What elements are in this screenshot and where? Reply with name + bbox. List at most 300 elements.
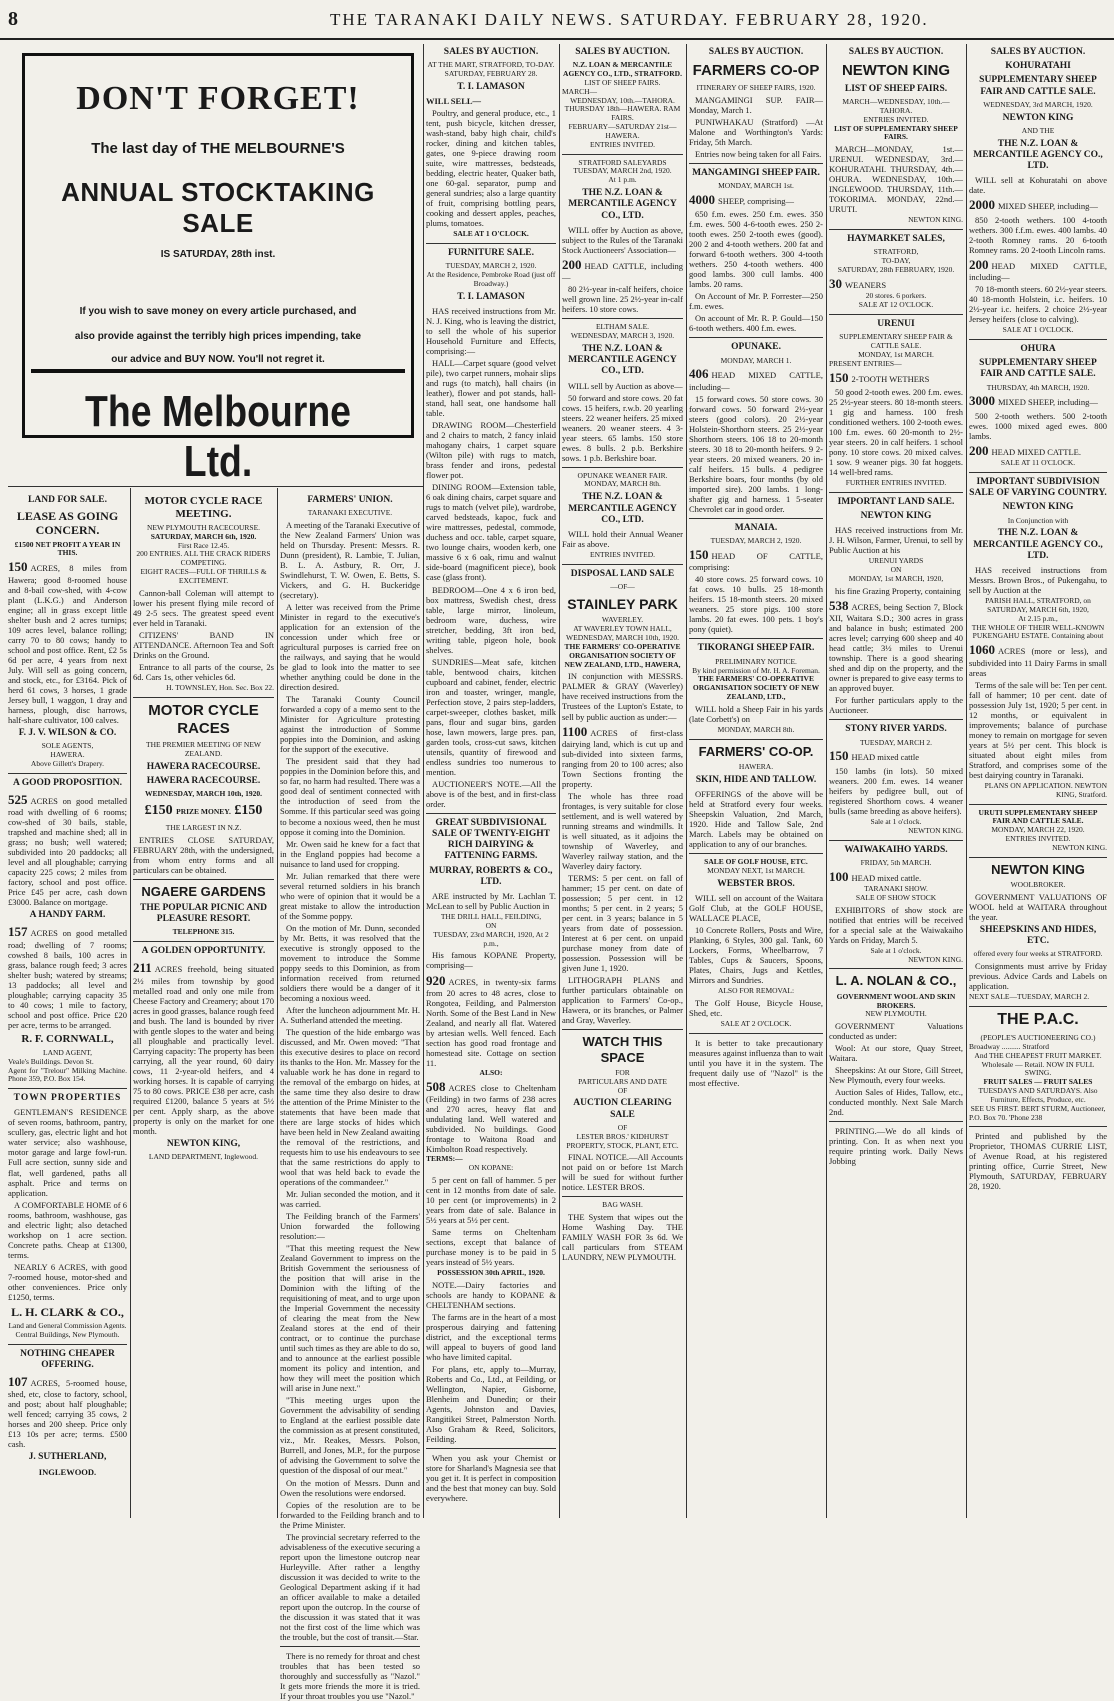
farmers-coop: THE FARMERS' CO-OPERATIVE ORGANISATION SOCIETY OF NEW ZEALAND, LTD., (692, 674, 820, 702)
march: MARCH—WEDNESDAY, 10th.—TAHORA. (842, 97, 950, 115)
golden-opportunity: A GOLDEN OPPORTUNITY. (141, 946, 266, 957)
goods-list: Poultry, and general produce, etc., 1 tent, push bicycle, kitchen dresser, wash-stand, baby high chair, child's rocker, dining and kitchen tables, gates, one 9-piece drawing room suite, wire mattresses, bedsteads, bedding, electric heater, Quaker bath, one 60-gal. separator, pump and general sundries; also a large quantity of fruit, comprising bottling pears, cooking and dessert apples, peaches, plums, tomatoes. (426, 108, 556, 229)
wool: Wool: At our store, Quay Street, Waitara. (829, 1043, 963, 1064)
time: At 2.15 p.m., (1018, 613, 1058, 623)
manaia: MANAIA. (734, 522, 778, 533)
will-sell: WILL sell at Kohuratahi on above date. (969, 175, 1107, 196)
nz-loan-2: THE N.Z. LOAN & MERCANTILE AGENCY CO., LTD. (568, 188, 677, 221)
sale-at: SALE AT 12 O'CLOCK. (858, 300, 934, 310)
eltham: ELTHAM SALE. (595, 322, 650, 332)
divider (562, 1029, 683, 1030)
terms: TERMS:— (426, 1154, 463, 1164)
monday-4: MONDAY NEXT, 1st MARCH. (707, 866, 805, 876)
nolan: L. A. NOLAN & CO., (835, 973, 957, 989)
drawing-room: DRAWING ROOM—Chesterfield and 2 chairs to match, 2 fancy inlaid mahogany chairs, 1 carpet square (Wilton pile) with rugs to match, brass fender and irons, pedestal flower pot. (426, 420, 556, 481)
wednesday: WEDNESDAY, 3rd MARCH, 1920. (983, 99, 1093, 109)
will-sell: WILL SELL— (426, 96, 482, 107)
handy-farm: A HANDY FARM. (29, 910, 106, 921)
entries-close: ENTRIES CLOSE SATURDAY, FEBRUARY 28th, with the undersigned, from whom entry forms and all particulars can be obtained. (133, 834, 274, 875)
cornwall-name: R. F. CORNWALL, (21, 1032, 114, 1045)
friday: FRIDAY, 5th MARCH. (860, 857, 932, 867)
parish-hall: PARISH HALL, STRATFORD, on SATURDAY, MARCH 6th, 1920, (985, 596, 1091, 614)
invited: ENTRIES INVITED. (1005, 834, 1071, 844)
monday: MONDAY, MARCH 1st. (718, 181, 794, 191)
will-hold: WILL hold their Annual Weaner Fair as above. (562, 528, 683, 549)
hawera-racecourse-1: HAWERA RACECOURSE. (146, 761, 261, 772)
newton-king-3: NEWTON KING. (908, 825, 963, 835)
watch-this-space: WATCH THIS SPACE (582, 1034, 663, 1065)
ad-line3: IS SATURDAY, 28th inst. (160, 249, 276, 260)
mangamingi-fair: MANGAMINGI SHEEP FAIR. (692, 167, 820, 178)
lester-bros: LESTER BROS.' KIDHURST PROPERTY, STOCK, PLANT, ETC. (566, 1131, 679, 1150)
ad-line5: also provide against the terribly high prices impending, take (74, 331, 362, 342)
will-sell: WILL sell by Auction as above— (568, 380, 683, 391)
paragraph: Mr. Julian remarked that there were several returned soldiers in his branch who were of opinion that it would be a great mistake to allow the introduction of the Somme poppy. (280, 870, 420, 921)
furniture-date: TUESDAY, MARCH 2, 1920. (445, 261, 537, 271)
auctioneer: T. I. LAMASON (457, 291, 525, 302)
box: P.O. Box 70. 'Phone 238 (969, 1112, 1043, 1122)
nazol-ad: It is better to take precautionary measures against influenza than to wait until you have it in the system. The frequent daily use of "Nazol" is the most effective. (689, 1037, 823, 1089)
column-farmers-union (280, 492, 420, 1701)
divider (969, 1126, 1107, 1127)
divider (426, 243, 556, 244)
paragraph: "That this meeting request the New Zealand Government to impress on the British Government the seriousness of the position that will arise in the Dominion with the lifting of the requisitioning of meat, and to urge upon the Imperial Government the necessity of clearing the meat from the New Zealand stores at the end of their contract, or to continue the purchase until such times as they are able to do so, and to announce at the earliest possible moment its policy and intention, and how they will meet the position which will arise in June next." (280, 1243, 420, 1394)
divider (829, 229, 963, 230)
preliminary: PRELIMINARY NOTICE. (715, 656, 797, 666)
auction-sales: Auction Sales of Hides, Tallow, etc., conducted monthly. Next Sale March 2nd. (829, 1087, 963, 1118)
march-2: MARCH—MONDAY, 1st.—URENUI. WEDNESDAY, 3rd.—KOHURATAHI. THURSDAY, 4th.—OHURA. WEDNESDAY, 10th.—INGLEWOOD. THURSDAY, 11th.—TOKORIMA. MONDAY, 22nd.—URUTI. (829, 144, 963, 215)
melbourne-advertisement (22, 53, 414, 486)
clark-role: Land and General Commission Agents. Central Buildings, New Plymouth. (8, 1320, 127, 1339)
column-rule (130, 488, 131, 1518)
sheep-2: 500 2-tooth wethers. 500 2-tooth ewes. 1000 mixed aged ewes. 800 lambs. (969, 410, 1107, 441)
record-attempt: Cannon-ball Coleman will attempt to lower his present flying mile record of 49 2-5 secs. The greatest speed event ever held in Taranaki. (133, 587, 274, 628)
imprint: Printed and published by the Proprietor, THOMAS CURRIE LIST, of Avenue Road, at his registered printing office, Currie Street, New Plymouth, SATURDAY, FEBRUARY 28, 1920. (969, 1131, 1107, 1192)
disposal: DISPOSAL LAND SALE (570, 568, 675, 579)
cattle-2: 40 store cows. 25 forward cows. 10 fat cows. 10 bulls. 25 18-month heifers. 15 18-month steers. 20 mixed weaners. 25 store pigs. 100 store lambs. 20 fat ewes. 100 pets. 1 boy's pony (quiet). (689, 574, 823, 635)
final-notice: FINAL NOTICE.—All Accounts not paid on or before 1st March will be sued for without further notice. LESTER BROS. (562, 1152, 683, 1193)
paragraph: Copies of the resolution are to be forwarded to the Feilding branch and to the Prime Minister. (280, 1499, 420, 1530)
farmers-coop-2: FARMERS' CO-OP. (698, 743, 814, 759)
divider (829, 968, 963, 969)
executive: TARANAKI EXECUTIVE. (307, 508, 393, 518)
saturday: SATURDAY, 28th FEBRUARY, 1920. (837, 265, 955, 275)
divider (562, 564, 683, 565)
section-heading: SALES BY AUCTION. (990, 47, 1086, 57)
offered: offered every four weeks at STRATFORD. (973, 949, 1103, 959)
supplementary-2: SUPPLEMENTARY SHEEP FAIR & CATTLE SALE. (839, 332, 953, 351)
drill-hall: THE DRILL HALL, FEILDING, (440, 912, 542, 922)
kind: By kind permission of Mr. H. A. Foreman. (692, 665, 820, 675)
bag-wash: BAG WASH. (602, 1200, 643, 1210)
kopane-terms: 5 per cent on fall of hammer. 5 per cent in 12 months from date of sale. 10 per cent (or improvements) in 2 years from date of sale. Balance in 5½ years at 5½ per cent. (426, 1174, 556, 1225)
paragraph: Mr. Julian seconded the motion, and it was carried. (280, 1189, 420, 1210)
lot-920: 920 ACRES, in twenty-six farms from 20 acres to 48 acres, close to Rongotea, Feilding, and Palmerston North. Some of the Best Land in New Zealand, and nearly all flat. Watered by artesian wells. Well fenced. Each section has good road frontage and homestead site. Cottage on section 11. (426, 972, 556, 1068)
haymarket: HAYMARKET SALES, (847, 234, 945, 245)
tuesday: TUESDAY, MARCH 2, 1920. (710, 536, 802, 546)
newton-king-2: NEWTON KING (860, 511, 932, 522)
lot-100: 100 HEAD mixed cattle. (829, 868, 922, 884)
cheapest: And THE CHEAPEST FRUIT MARKET. Wholesale — Retail. NOW IN FULL SWING. (974, 1050, 1102, 1078)
monday: MONDAY, 1st MARCH. (858, 349, 934, 359)
on-kopane: ON KOPANE: (468, 1163, 514, 1173)
invited-2: ENTRIES INVITED. (590, 549, 655, 559)
agent-address: Above Gillett's Drapery. (30, 758, 105, 768)
monday-2: MONDAY, 1st MARCH, 1920, (848, 574, 944, 584)
lot-107: 107 ACRES, 5-roomed house, shed, etc, close to factory, school, and post; about half ploughable; well fenced; carrying 35 cows, 2 horses and 200 sheep. Price only £13 10s per acre; terms. £500 cash. (8, 1373, 127, 1450)
motor-cycle-races: MOTOR CYCLE RACES (148, 701, 259, 737)
auctioneer: T. I. LAMASON (457, 81, 525, 92)
divider (689, 518, 823, 519)
divider (562, 467, 683, 468)
good-proposition: A GOOD PROPOSITION. (13, 777, 122, 788)
consign: Consignments must arrive by Friday previous. Advice Cards and Labels on application. (969, 961, 1107, 992)
time: At 1 p.m. (608, 175, 637, 185)
urenui-yards: URENUI YARDS (868, 556, 924, 566)
dining-room: DINING ROOM—Extension table, 6 oak dining chairs, carpet square and rugs to match (velvet pile), wardrobe, carved bedsteads, kapoc, fuck and wire mattresses, pedestal, commode, duchess and occ. table, carpet square, two lounge chairs, wooden kerb, one massive 6 x 6 oak, rimu and walnut side-board (magnificent piece), book case (glass front). (426, 482, 556, 583)
sheep: 850 2-tooth wethers. 100 4-tooth wethers. 300 f.f.m. ewes. 400 lambs. 40 2-tooth Romney rams. 20 6-tooth Romney rams. 20 2-tooth Lincoln rams. (969, 214, 1107, 255)
taranaki-show: TARANAKI SHOW. (864, 883, 928, 893)
sale-at-2: SALE AT 11 O'CLOCK. (1000, 458, 1076, 468)
thursday: THURSDAY, 4th MARCH, 1920. (986, 382, 1090, 392)
divider (562, 154, 683, 155)
entrance-fee: Entrance to all parts of the course, 2s 6d. Cars 1s, other vehicles 6d. (133, 661, 274, 682)
on: ON (890, 565, 902, 575)
column-rule (423, 44, 424, 1518)
divider (133, 879, 274, 880)
section-heading: SALES BY AUCTION. (443, 47, 539, 57)
fairs: WEDNESDAY, 10th.—TAHORA. THURSDAY 18th—HAWERA. RAM FAIRS. (564, 95, 681, 123)
stores: 20 stores. 6 porkers. (865, 291, 927, 301)
webster: WEBSTER BROS. (717, 878, 795, 889)
hawera: HAWERA. (738, 762, 774, 772)
column-rule (826, 44, 827, 1518)
divider (689, 1033, 823, 1034)
divider (829, 1121, 963, 1122)
stratford: STRATFORD, (873, 247, 919, 257)
list: LIST OF SHEEP FAIRS. (844, 83, 948, 94)
sale-2: Sale at 1 o'clock. (870, 945, 922, 955)
wednesday-2: WEDNESDAY, MARCH 10th, 1920. (566, 633, 679, 643)
lot-30: 30 WEANERS (829, 276, 887, 291)
column-rule (277, 488, 278, 1518)
racecourse: NEW PLYMOUTH RACECOURSE. (146, 522, 261, 532)
opunake: OPUNAKE. (731, 342, 781, 353)
invited: ENTRIES INVITED. (590, 139, 655, 149)
column-auction-6 (689, 44, 823, 1516)
divider (969, 857, 1107, 858)
lot-1100: 1100 ACRES of first-class dairying land, which is cut up and sub-divided into sixteen farms, ranging from 20 to 100 acres; also Town Sections fronting the property. (562, 723, 683, 789)
farmers-coop: THE FARMERS' CO-OPERATIVE ORGANISATION SOCIETY OF NEW ZEALAND, LTD., HAWERA, (564, 641, 681, 669)
gould: On account of Mr. R. P. Gould—150 6-tooth wethers. 400 f.m. ewes. (689, 313, 823, 334)
see: SEE US FIRST. BERT STURM, Auctioneer, (970, 1103, 1106, 1113)
paragraph: After the luncheon adjournment Mr. H. A. Sutherland attended the meeting. (280, 1004, 420, 1025)
sheepskins: Sheepskins: At our Store, Gill Street, New Plymouth, every four weeks. (829, 1065, 963, 1086)
plans: PLANS ON APPLICATION. NEWTON KING, Stratford. (984, 780, 1107, 799)
paragraph: The Feilding branch of the Farmers' Union forwarded the following resolution:— (280, 1211, 420, 1242)
exhibitors: EXHIBITORS of show stock are notified that entries will be received for a special sale at the Waiwakaiho Yards on Friday, March 5. (829, 904, 963, 945)
cattle: 150 lambs (in lots). 50 mixed weaners. 200 f.m. ewes. 14 weaner heifers by pedigree bull, out of registered Shorthorn cows. 4 weaner bulls (same breeding as above heifers). (829, 765, 963, 816)
ohura: OHURA (1020, 343, 1056, 354)
for: FOR (615, 1067, 630, 1077)
of: —OF— (610, 582, 635, 592)
grazing: his fine Grazing Property, containing (835, 585, 961, 596)
government: GOVERNMENT VALUATIONS OF WOOL held at WAITARA throughout the year. (969, 891, 1107, 922)
agent-role: SOLE AGENTS, (41, 740, 94, 750)
pac: THE P.A.C. (997, 1011, 1079, 1029)
lot-150: 150 2-TOOTH WETHERS (829, 369, 930, 385)
column-rule (686, 44, 687, 1518)
possession: POSSESSION 30th APRIL, 1920. (437, 1268, 545, 1278)
monday: MONDAY, MARCH 22, 1920. (991, 825, 1085, 835)
column-auction-4 (426, 44, 556, 1516)
divider (133, 941, 274, 942)
stock: 50 forward and store cows. 20 fat cows. 15 heifers, r.w.b. 20 yearling steers. 22 weaner heifers. 25 mixed weaners. 20 weaner steers. 4 3-year steers. 65 lambs. 150 store ewes. 8 bulls. 2 p.b. Berkshire sows. 1 p.b. Berkshire boar. (562, 392, 683, 463)
and-the: AND THE (1021, 125, 1055, 135)
instructions: HAS received instructions from Mr. J. H. Wilson, Farmer, Urenui, to sell by Public Auction at his (829, 525, 963, 556)
column-rule (966, 44, 967, 1518)
system: THE System that wipes out the Home Washing Day. THE FAMILY WASH FOR 3s 6d. We call particulars from STEAM LAUNDRY, NEW PLYMOUTH. (562, 1212, 683, 1263)
date: SATURDAY, FEBRUARY 28. (444, 69, 538, 79)
lot-406: 406 HEAD MIXED CATTLE, including— (689, 366, 823, 392)
sundries: SUNDRIES—Meat safe, kitchen table, bentwood chairs, kitchen cupboard and cabinet, fender, electric iron and toaster, wringer, mangle, Perfection stove, 2 pairs step-ladders, carpet-sweeper, clothes basket, milk pans, flour and sugar bins, garden hose, lawn mowers, large pres. pan, garden tools, cross-cut saws, kitchen utensils, quantity of firewood and endless sundries too numerous to mention. (426, 656, 556, 777)
lot-150: 150 ACRES, 8 miles from Hawera; good 8-roomed house and 8-bail cow-shed, with 4-cow plant (L.K.G.) and Anderson engine; all in grass except little shelter bush and 2 acres turnips; 109 acres level, balance rolling; carry 70 to 80 cows; handy to school and post office. Rent, £2 5s 6d per acre, 4 years from next July. Will sell as going concern, and stock, etc., for £3164. Pick of herd 61 cows, 3 horses, 1 grade Jersey bull, 1 waggon, 1 dray and harness, plough, disc harrows, half-share cultivator, 100 calves. (8, 559, 127, 725)
lot-525: 525 ACRES on good metalled road with dwelling of 6 rooms; cow-shed of 30 bails, stable, trapshed and machine shed; all in grass; no bush; well watered; subdivided into 20 paddocks; all level and all ploughable; carrying capacity 225 cows; 2 miles from factory, school and post office. Price £45 per acre, cash down £3000. Balance on mortgage. (8, 791, 127, 908)
monday: MONDAY, MARCH 8th. (584, 479, 661, 489)
motor-meeting-title: MOTOR CYCLE RACE MEETING. (144, 495, 263, 520)
further-2: For further particulars apply to the Auctioneer. (829, 695, 963, 716)
column-land-for-sale (8, 492, 127, 1516)
puniwhakau: PUNIWHAKAU (Stratford) —At Malone and Worthington's Yards: Friday, 5th March. (689, 116, 823, 147)
lot-157: 157 ACRES on good metalled road; dwelling of 7 rooms; cowshed 8 bails, 100 acres in grass, balance rough feed; 3 acres shelter bush; watered by streams; 13 paddocks; all level and ploughable; carrying capacity 35 to 40 cows; 1 mile to factory, school and post office. Price £20 per acre, terms to be arranged. (8, 924, 127, 1030)
divider (969, 339, 1107, 340)
nz-loan-4: THE N.Z. LOAN & MERCANTILE AGENCY CO., LTD. (568, 492, 677, 525)
itinerary: ITINERARY OF SHEEP FAIRS, 1920. (696, 82, 816, 92)
house: The Golf House, Bicycle House, Shed, etc. (689, 998, 823, 1019)
paragraph: A meeting of the Taranaki Executive of the New Zealand Farmers' Union was held on Thursday. Present: Messrs. R. Dunn (president), R. Lambie, T. Julian, B. L. A. Astbury, R. Orr, J. Swindlehurst, T. W. Owen, E. Betts, S. Vickers, and G. H. Buckeridge (secretary). (280, 520, 420, 601)
town-listing-2: A COMFORTABLE HOME of 6 rooms, bathroom, washhouse, gas and electric light; also detached workshop on 1 acre section. Concrete paths. Cheap at £1300, terms. (8, 1199, 127, 1260)
sale-1: Sale at 1 o'clock. (870, 816, 922, 826)
of-2: OF (617, 1085, 628, 1095)
nothing-cheaper: NOTHING CHEAPER OFFERING. (20, 1348, 115, 1370)
mart: AT THE MART, STRATFORD, TO-DAY. (427, 60, 555, 70)
farms-text: The farms are in the heart of a most prosperous dairying and fattening district, and the exceptional terms will appeal to buyers of good land who have limited capital. (426, 1311, 556, 1362)
section-heading: SALES BY AUCTION. (848, 47, 944, 57)
divider (426, 813, 556, 814)
forrester: On Account of Mr. P. Forrester—250 f.m. ewes. (689, 291, 823, 312)
paragraph: On the motion of Mr. Dunn, seconded by Mr. Betts, it was resolved that the executive is strongly opposed to the movement to introduce the Somme poppy seeds to this Dominion, as from information received from returned soldiers there would be a danger of it becoming a noxious weed. (280, 922, 420, 1003)
supplementary: LIST OF SUPPLEMENTARY SHEEP FAIRS. (834, 123, 958, 142)
days: TUESDAYS AND SATURDAYS. Also Furniture, Effects, Produce, etc. (978, 1086, 1098, 1104)
ad-bottom-rule (8, 486, 423, 487)
race-date: SATURDAY, MARCH 6th, 1920. (150, 531, 257, 541)
divider (689, 163, 823, 164)
column-rule (559, 44, 560, 1518)
conjunction: IN conjunction with MESSRS. PALMER & GRAY (Waverley) have received instructions from the Trustees of the Lupton's Estate, to sell by public auction as under:— (562, 671, 683, 722)
divider (969, 1006, 1107, 1007)
litho: LITHOGRAPH PLANS and further particulars obtainable on application to Farmers' Co-op., Hawera, or its branches, or Palmer and Gray, Waverley. (562, 975, 683, 1026)
opunake-weaner: OPUNAKE WEANER FAIR. (577, 470, 668, 480)
section-heading: SALES BY AUCTION. (575, 47, 670, 57)
cattle: 70 18-month steers. 60 2½-year steers. 40 18-month Holstein, i.c. heifers. 10 2½-year i.c. heifers. 2 choice 2½-year Jersey heifers (close to calving). (969, 284, 1107, 325)
will-offer: WILL offer by Auction as above, subject to the Rules of the Taranaki Stock Auctioneers' Association— (562, 224, 683, 255)
newton-king-3: NEWTON KING. (1052, 842, 1107, 852)
note: NOTE.—Dairy factories and schools are handy to KOPANE & CHELTENHAM sections. (426, 1279, 556, 1310)
lot-2000: 2000 MIXED SHEEP, including— (969, 197, 1098, 213)
header-rule (0, 38, 1114, 40)
list: LIST OF SHEEP FAIRS. (584, 77, 661, 87)
telephone: TELEPHONE 315. (172, 927, 235, 937)
lot-3000: 3000 MIXED SHEEP, including— (969, 393, 1098, 409)
divider (829, 840, 963, 841)
monday-3: MONDAY, MARCH 8th. (717, 724, 795, 734)
sale-date: TUESDAY, 23rd MARCH, 1920, At 2 p.m., (433, 929, 549, 948)
offerings: OFFERINGS of the above will be held at Stratford every four weeks. Sheepskin Valuation, 2nd March, 1920. Hide and Tallow Sale, 2nd March. Labels may be obtained on application to any of our branches. (689, 789, 823, 850)
divider (426, 1448, 556, 1449)
divider (280, 1646, 420, 1647)
newton-king-4: NEWTON KING. (908, 954, 963, 964)
uruti: URUTI SUPPLEMENTARY SHEEP FAIR AND CATTLE SALE. (978, 807, 1098, 826)
lease-title: LEASE AS GOING CONCERN. (16, 509, 119, 538)
lot-200b: 200 HEAD MIXED CATTLE. (969, 442, 1081, 458)
sheep: 50 good 2-tooth ewes. 200 f.m. ewes. 25 2½-year steers. 80 18-month steers. 1 gig and harness. 100 fresh conditioned wethers. 100 2-tooth ewes. 100 f.m. ewes. 60 20-month to 2½-year steers. 20 in calf heifers. 1 school pony. 10 store cows. 20 mixed calves. 1 sow. 9 weaner pigs. 30 fat hoggets. 14 well-bred rams. (829, 386, 963, 478)
cornwall-agent: Agent for "Trelour" Milking Machine. Phone 359, P.O. Box 154. (8, 1065, 127, 1084)
divider (8, 1088, 127, 1089)
divider (8, 773, 127, 774)
sale-time: SALE AT 1 O'CLOCK. (453, 229, 529, 239)
sale-at: SALE AT 2 O'CLOCK. (720, 1019, 792, 1029)
next-sale: NEXT SALE—TUESDAY, MARCH 2. (969, 992, 1090, 1002)
supplementary: SUPPLEMENTARY SHEEP FAIR AND CATTLE SALE. (979, 75, 1097, 97)
clark-name: L. H. CLARK & CO., (11, 1304, 124, 1319)
divider (562, 318, 683, 319)
will-sell: WILL sell on account of the Waitara Golf Club, at the GOLF HOUSE, WALLACE PLACE, (689, 893, 823, 924)
divider (969, 472, 1107, 473)
paragraph: The Taranaki County Council forwarded a copy of a memo sent to the Minister for Agriculture protesting against the introduction of Somme poppies into the Dominion, and asking for the support of the executive. (280, 694, 420, 755)
column-auction-5 (562, 44, 683, 1516)
paragraph: The provincial secretary referred to the advisableness of the executive securing a report upon the limestone outcrop near Hurleyville. After rather a lengthy discussion it was decided to write to the Geological Department asking if it had an officer available to make a detailed report upon the outcrop. In the course of the discussion it was stated that it was not the first cost of the lime which was the trouble, but the cost of transit.—Star. (280, 1531, 420, 1642)
nolan-2: GOVERNMENT WOOL AND SKIN BROKERS. (836, 991, 956, 1010)
divider (969, 804, 1107, 805)
further: FURTHER ENTRIES INVITED. (845, 478, 947, 488)
mangamingi: MANGAMINGI SUP. FAIR—Monday, March 1. (689, 94, 823, 115)
section-heading: SALES BY AUCTION. (708, 47, 804, 57)
wednesday-date: WEDNESDAY, MARCH 10th, 1920. (145, 789, 262, 799)
section-heading: LAND FOR SALE. (28, 495, 107, 505)
bedroom: BEDROOM—One 4 x 6 iron bed, box mattress, Swedish chest, dress table, large mirror, linoleum, bedroom ware, duchess, wire stretcher, bedding, 3ft iron bed, writing table, pigeon hole, book shelves. (426, 584, 556, 655)
town-listing-1: GENTLEMAN'S RESIDENCE of seven rooms, bathroom, pantry, scullery, gas, electric light and hot water service; also washhouse, motor garage and large fowl-run. Full acre section, sunny side and flat, well gardened, paths all asphalt. Price and terms on application. (8, 1107, 127, 1198)
show-stock: SALE OF SHOW STOCK (855, 892, 937, 902)
page-title: THE TARANAKI DAILY NEWS. SATURDAY. FEBRUARY 28, 1920. (330, 10, 929, 29)
ad-line4: If you wish to save money on every article purchased, and (79, 306, 357, 317)
instructed: ARE instructed by Mr. Lachlan T. McLean to sell by Public Auction in (426, 891, 556, 912)
pac-2: (PEOPLE'S AUCTIONEERING CO.) (980, 1032, 1096, 1042)
paragraph: "This meeting urges upon the Government the advisability of sending to England at the earliest possible date the commission as at present constituted, viz., Mr. Reakes, Messrs. Polson, Burrell, and Jones, M.P., for the purpose of advising the Government to solve the question of the disposal of our meat." (280, 1395, 420, 1476)
waverley: WAVERLEY. (601, 615, 644, 625)
farmers-coop-heading: FARMERS CO-OP (692, 62, 820, 80)
important-land-sale: IMPORTANT LAND SALE. (837, 496, 955, 507)
lot-211: 211 ACRES freehold, being situated 2½ miles from township by good metalled road and only one mile from Cheese Factory and Creamery; about 170 acres in good grasses, balance rough feed and bush. The land is bounded by river with gentle slopes to the water and being all ploughable and practically level. Carrying capacity: The property has been carrying, all the year round, 60 dairy cows, 11 2-year-old heifers, and 4 working horses. It is capable of carrying 75 to 80 cows. PRICE £38 per acre, cash required £1200, balance 5 years at 5½ per cent. Apply sharp, as the above property is only on the market for one month. (133, 960, 274, 1136)
kohuratahi: KOHURATAHI (1005, 61, 1071, 72)
will-hold: WILL hold a Sheep Fair in his yards (late Corbett's) on (689, 703, 823, 724)
premier-meeting: THE PREMIER MEETING OF NEW ZEALAND. (146, 740, 261, 759)
cornwall-role: LAND AGENT, (42, 1047, 93, 1057)
lot-200: 200 HEAD MIXED CATTLE, including— (969, 256, 1107, 283)
present: PRESENT ENTRIES— (829, 358, 902, 368)
town-properties: TOWN PROPERTIES (13, 1093, 122, 1104)
saleyards: STRATFORD SALEYARDS (578, 157, 667, 167)
nz-loan: N.Z. LOAN & MERCANTILE AGENCY CO., LTD., STRATFORD. (563, 60, 682, 79)
divider (689, 853, 823, 854)
nz-loan: THE N.Z. LOAN & MERCANTILE AGENCY CO., LTD. (973, 138, 1103, 172)
secretary: H. TOWNSLEY, Hon. Sec. Box 22. (166, 682, 274, 692)
lot-200: 200 HEAD CATTLE, including— (562, 256, 683, 283)
urenui: URENUI (877, 319, 915, 330)
paragraph: The president said that they had poppies in the Dominion before this, and so far, no harm had resulted. There was a good deal of sentiment connected with the introduction of seed from the Somme. If this particular seed was going to become a noxious weed, then he must oppose it coming into the Dominion. (280, 756, 420, 837)
stony-river: STONY RIVER YARDS. (845, 724, 947, 735)
paragraph: Mr. Owen said he knew for a fact that in the England poppies had become a nuisance to land used for cropping. (280, 838, 420, 869)
monday-2: MONDAY, MARCH 1. (720, 355, 792, 365)
lease-profit: £1500 NET PROFIT A YEAR IN THIS. (14, 539, 121, 558)
divider (829, 492, 963, 493)
divider (689, 638, 823, 639)
supplementary-2: SUPPLEMENTARY SHEEP FAIR AND CATTLE SALE. (979, 358, 1097, 380)
hawera-racecourse-2: HAWERA RACECOURSE. (146, 776, 261, 787)
newton-king: NEWTON KING. (908, 215, 963, 225)
ad-headline: DON'T FORGET! (76, 80, 360, 117)
furniture-sale: FURNITURE SALE. (447, 248, 535, 259)
column-auction-7 (829, 44, 963, 1516)
column-auction-8 (969, 44, 1107, 1516)
divider (829, 719, 963, 720)
ad-rule (31, 369, 405, 373)
agent-town: HAWERA. (50, 749, 85, 759)
terms: Terms of the sale will be: Ten per cent. fall of hammer; 10 per cent. date of possession July 1st, 1920; 5 per cent. in 12 months, or equivalent in improvements; balance of purchase money to remain on mortgage for seven years at 5½ per cent. This block is situated about eight miles from Stratford, and comprises some of the best dairying country in Taranaki. (969, 679, 1108, 780)
ad-firm-name: The Melbourne Ltd. (85, 387, 351, 486)
cattle: 15 forward cows. 50 store cows. 30 forward cows. 50 forward 2½-year steers (good colors). 20 2½-year Holstein-Shorthorn steers. 25 2½-year Shorthorn steers. 106 18 to 20-month steers. 30 18 to 20-month heifers. 9 2-year steers. 20 mixed weaners. 20 in-calf heifers. 15 bulls. 4 pedigree Berkshire boars, four months (by old imported sire). 200 lambs. 1 long-shafter gig and harness. 1 5-seater Chevrolet car in good order. (689, 393, 823, 514)
woolbroker: WOOLBROKER. (1010, 880, 1066, 890)
largest-nz: THE LARGEST IN N.Z. (165, 822, 242, 832)
tikorangi: TIKORANGI SHEEP FAIR. (697, 643, 815, 654)
tuesday: TUESDAY, MARCH 2nd, 1920. (573, 166, 672, 176)
tuesday: TUESDAY, MARCH 2. (859, 737, 933, 747)
paragraph: A letter was received from the Prime Minister in regard to the executive's application for an extension of the concession under which free or agricultural purposes is carried free on the railways, and saying that he would be glad to look into the matter to see whether anything could be done in the direction desired. (280, 602, 420, 693)
entries-count: 200 ENTRIES. ALL THE CRACK RIDERS COMPETING. (136, 549, 271, 568)
column-motor-cycle (133, 492, 274, 1516)
skin-hide: SKIN, HIDE AND TALLOW. (695, 774, 817, 785)
items: 10 Concrete Rollers, Posts and Wire, Planking, 6 Styles, 300 gal. Tank, 60 Lockers, Forms, Wheelbarrow, 7 Tables, Cups & Saucers, Spoons, Plates, Chairs, Jugs and Kettles, Mirrors and Sundries. (689, 925, 823, 986)
murray-roberts: MURRAY, ROBERTS & CO., LTD. (429, 865, 553, 887)
page-number: 8 (8, 8, 18, 30)
newton-king-big: NEWTON KING (991, 861, 1085, 877)
cattle: 80 2½-year in-calf heifers, choice well grown line. 25 2½-year in-calf heifers. 10 store cows. (562, 284, 683, 315)
ngaere-gardens: NGAERE GARDENS (141, 883, 266, 899)
auction-clearing: AUCTION CLEARING SALE (573, 1098, 672, 1120)
nazol-ad: There is no remedy for throat and chest troubles that has been tested so thoroughly and successfully as "Nazol." It gets more friends the more it is tried. If your throat troubles you use "Nazol." (280, 1650, 420, 1701)
newton-king: NEWTON KING, (166, 1138, 241, 1149)
cheltenham-terms: Same terms on Cheltenham sections, except that balance of purchase money is to be paid in 5 years instead of 5½ years. (426, 1226, 556, 1268)
lot-508: 508 ACRES close to Cheltenham (Feilding) in two farms of 238 acres and 270 acres, heavy flat and undulating land. Well watered and subdivided. No buildings. Good frontage to Waitona Road and Kimbolton Road respectively. (426, 1078, 556, 1155)
plans: For plans, etc, apply to—Murray, Roberts and Co., Ltd., at Feilding, or Wellington, Napier, Gisborne, Blenheim and Dunedin; or their Agents, Johnston and Davies, Rangitikei Street, Palmerston North. Also Graham & Reed, Solicitors, Feilding. (426, 1364, 556, 1445)
town-listing-3: NEARLY 6 ACRES, with good 7-roomed house, motor-shed and other conveniences. Price only £1250, terms. (8, 1261, 127, 1302)
prize-money: £150 PRIZE MONEY. £150 (144, 803, 263, 819)
sheep: 650 f.m. ewes. 250 f.m. ewes. 350 f.m. ewes. 500 4-6-tooth ewes. 250 2-tooth ewes. 250 2-tooth ewes (good). 200 2 and 4-tooth wethers. 200 fat and forward 6-tooth wethers. 300 4-tooth wethers. 250 4-tooth wethers. 400 good lambs. 300 cull lambs. 400 lambs. 20 rams. (689, 209, 823, 290)
important-subdivision: IMPORTANT SUBDIVISION SALE OF VARYING COUNTRY. (969, 476, 1107, 499)
hall: HALL—Carpet square (good velvet pile), two carpet runners, mohair slips and rugs (to match), hall chairs (in leather), flower and pot stands, hall-stand, hall seat, one handsome hall table. (426, 358, 556, 419)
agent-name: F. J. V. WILSON & CO. (18, 727, 117, 738)
town-hall: AT WAVERLEY TOWN HALL, (573, 624, 672, 634)
lot-150: 150 HEAD OF CATTLE, comprising: (689, 547, 823, 573)
